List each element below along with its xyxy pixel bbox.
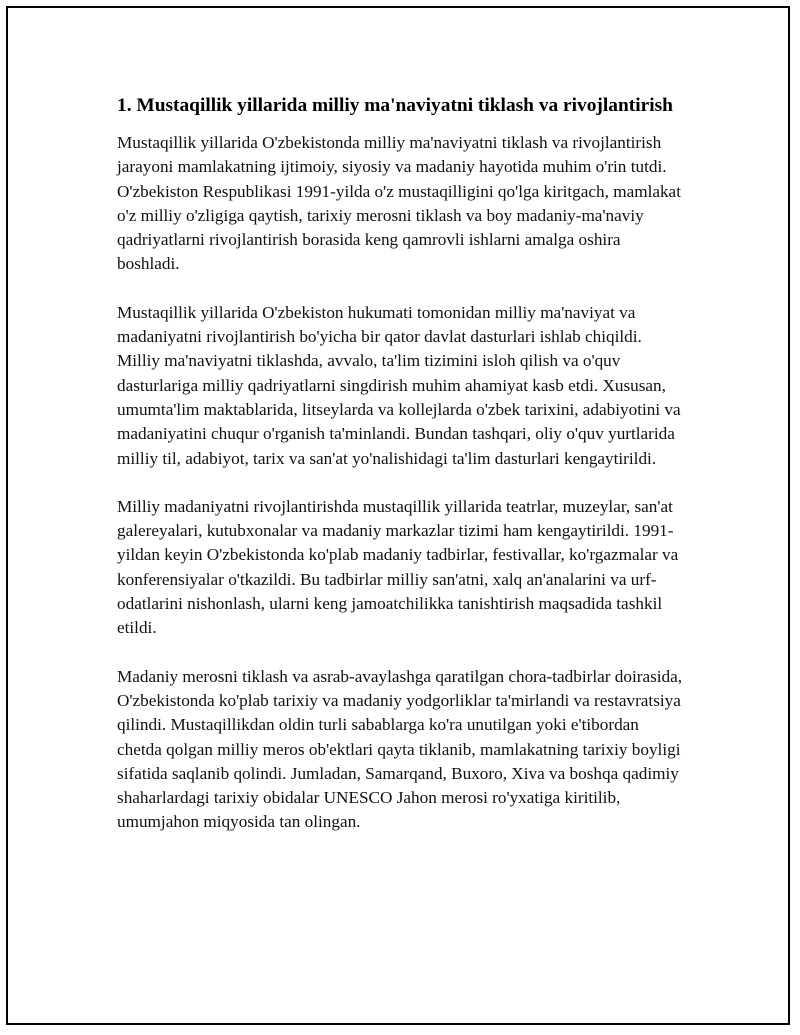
section-heading: 1. Mustaqillik yillarida milliy ma'naviyatni tiklash va rivojlantirish <box>117 95 673 116</box>
paragraph-2: Mustaqillik yillarida O'zbekiston hukumati tomonidan milliy ma'naviyat va madaniyatni rivojlantirish bo'yicha bir qator davlat dasturlari ishlab chiqildi. Milliy ma'naviyatni tiklashda, avvalo, ta'lim tizimini isloh qilish va o'quv dasturlariga milliy qadriyatlarni singdirish muhim ahamiyat kasb etdi. Xususan, umumta'lim maktablarida, litseylarda va kollejlarda o'zbek tarixini, adabiyotini va madaniyatini chuqur o'rganish ta'minlandi. Bundan tashqari, oliy o'quv yurtlarida milliy til, adabiyot, tarix va san'at yo'nalishidagi ta'lim dasturlari kengaytirildi. <box>117 302 681 468</box>
paragraph-4: Madaniy merosni tiklash va asrab-avaylashga qaratilgan chora-tadbirlar doirasida, O'zbekistonda ko'plab tarixiy va madaniy yodgorliklar ta'mirlandi va restavratsiya qilindi. Mustaqillikdan oldin turli sabablarga ko'ra unutilgan yoki e'tibordan chetda qolgan milliy meros ob'ektlari qayta tiklanib, mamlakatning tarixiy boyligi sifatida saqlanib qolindi. Jumladan, Samarqand, Buxoro, Xiva va boshqa qadimiy shaharlardagi tarixiy obidalar UNESCO Jahon merosi ro'yxatiga kiritilib, umumjahon miqyosida tan olingan. <box>117 666 683 832</box>
document-body <box>117 93 687 859</box>
paragraph-3: Milliy madaniyatni rivojlantirishda mustaqillik yillarida teatrlar, muzeylar, san'at galereyalari, kutubxonalar va madaniy markazlar tizimi ham kengaytirildi. 1991-yildan keyin O'zbekistonda ko'plab madaniy tadbirlar, festivallar, ko'rgazmalar va konferensiyalar o'tkazildi. Bu tadbirlar milliy san'atni, xalq an'analarini va urf-odatlarini nishonlash, ularni keng jamoatchilikka tanishtirish maqsadida tashkil etildi. <box>117 496 679 638</box>
paragraph-1: Mustaqillik yillarida O'zbekistonda milliy ma'naviyatni tiklash va rivojlantirish jarayoni mamlakatning ijtimoiy, siyosiy va madaniy hayotida muhim o'rin tutdi. O'zbekiston Respublikasi 1991-yilda o'z mustaqilligini qo'lga kiritgach, mamlakat o'z milliy o'zligiga qaytish, tarixiy merosni tiklash va boy madaniy-ma'naviy qadriyatlarni rivojlantirish borasida keng qamrovli ishlarni amalga oshira boshladi. <box>117 133 681 274</box>
